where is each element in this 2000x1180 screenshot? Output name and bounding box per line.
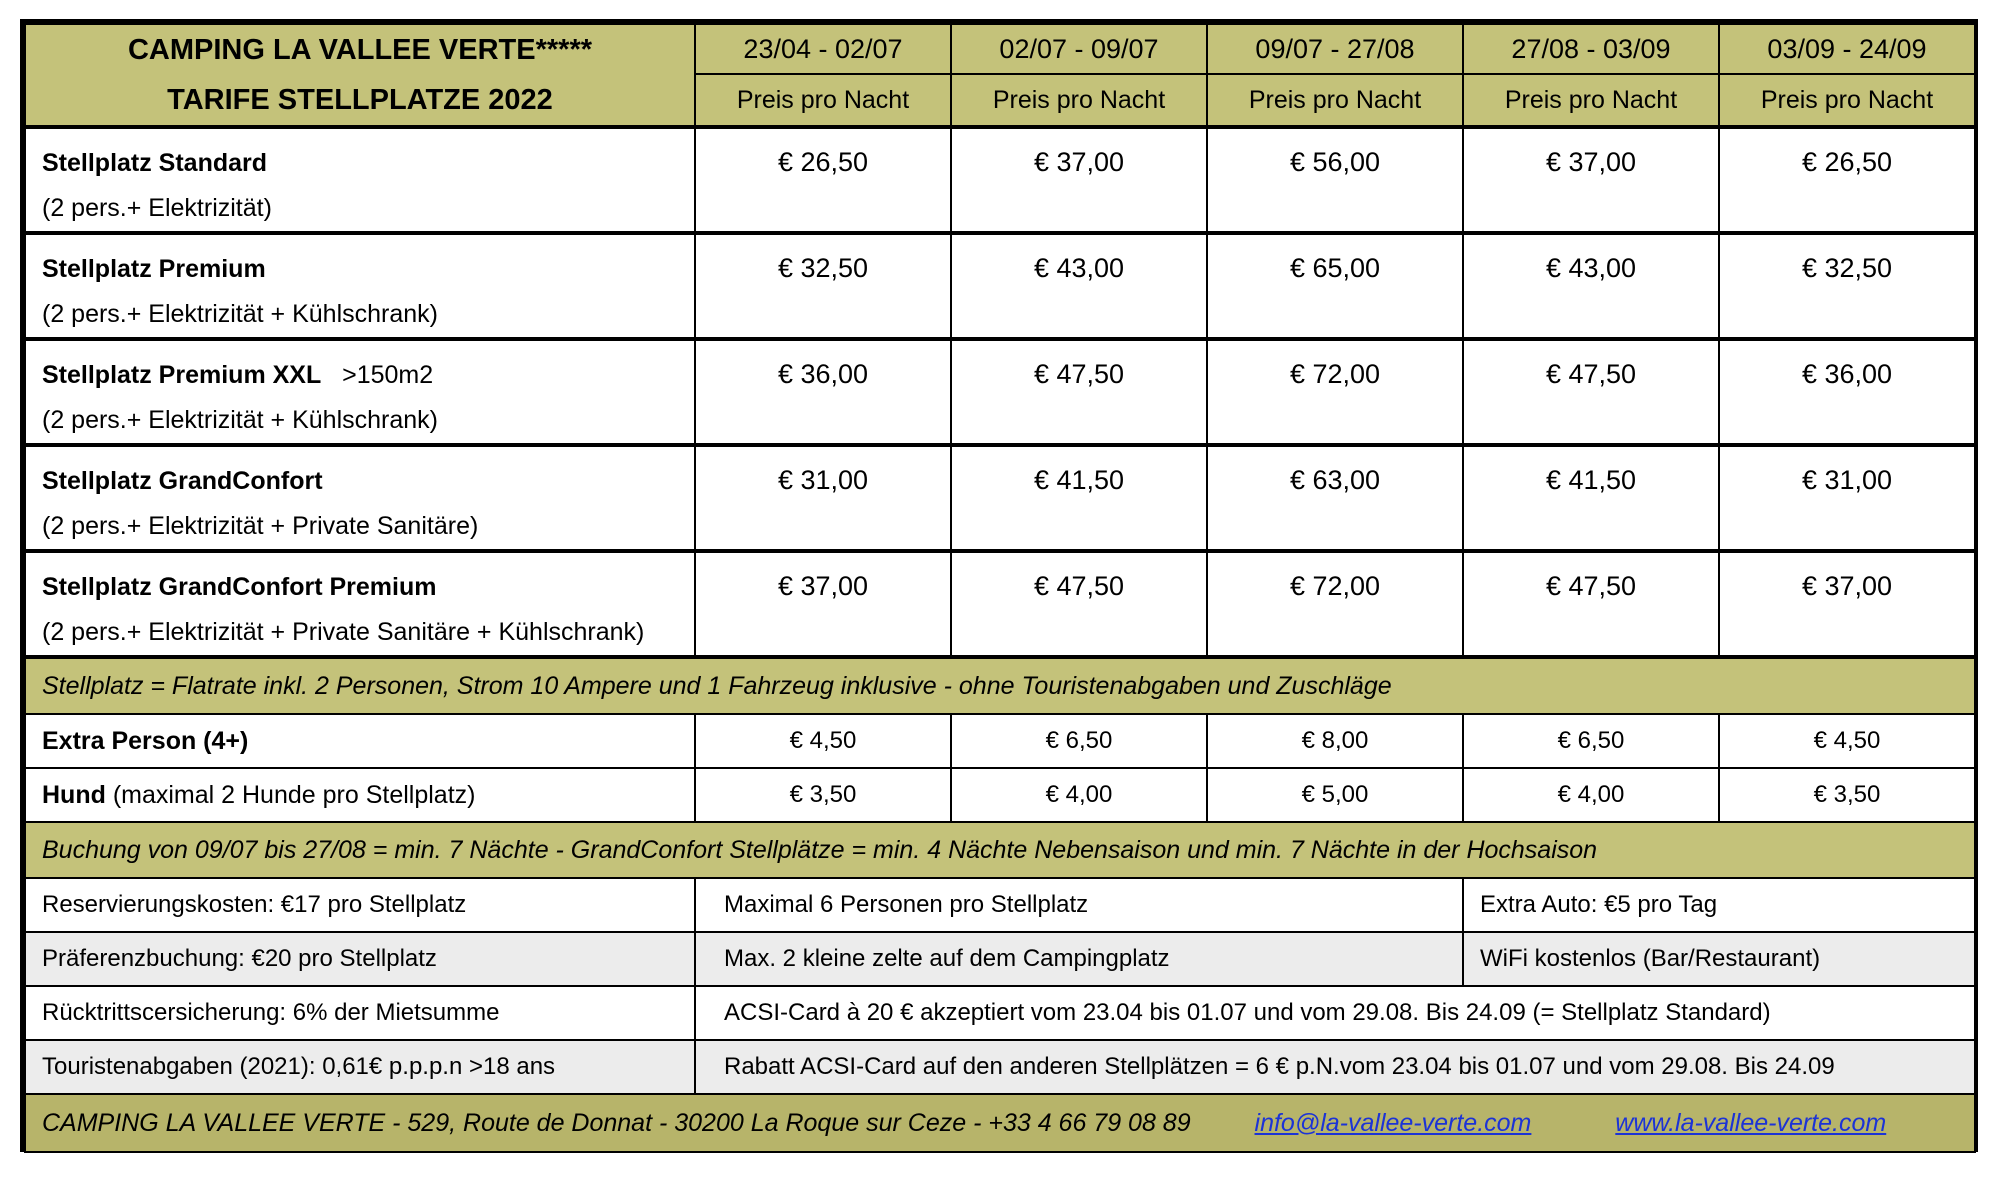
- info-cell: Rücktrittscersicherung: 6% der Mietsumme: [25, 986, 695, 1040]
- pitch-name: Stellplatz Standard: [42, 149, 268, 177]
- footer-row: [25, 1094, 1975, 1152]
- info-cell: WiFi kostenlos (Bar/Restaurant): [1463, 932, 1975, 986]
- price-cell: € 43,00: [1463, 233, 1719, 339]
- price-cell: € 72,00: [1207, 339, 1463, 445]
- price-cell: € 72,00: [1207, 551, 1463, 657]
- pitch-name: Stellplatz Premium XXL: [42, 361, 322, 389]
- pitch-desc: (2 pers.+ Elektrizität): [42, 194, 272, 222]
- pitch-row-premium-xxl: [25, 339, 1975, 445]
- extra-person-row: [25, 714, 1975, 768]
- pitch-row-standard: [25, 127, 1975, 233]
- info-row: [25, 932, 1975, 986]
- pitch-row-grandconfort: [25, 445, 1975, 551]
- table-title: CAMPING LA VALLEE VERTE*****: [127, 34, 593, 66]
- pitch-row-premium: [25, 233, 1975, 339]
- price-cell: € 36,00: [1719, 339, 1975, 445]
- info-row: [25, 878, 1975, 932]
- price-cell: € 47,50: [1463, 339, 1719, 445]
- price-cell: € 37,00: [1463, 127, 1719, 233]
- pitch-label: [25, 233, 695, 339]
- footer-cell: [25, 1094, 1975, 1152]
- extra-price: € 4,50: [1719, 714, 1975, 768]
- info-row: [25, 1040, 1975, 1094]
- price-cell: € 41,50: [1463, 445, 1719, 551]
- price-cell: € 26,50: [695, 127, 951, 233]
- price-cell: € 63,00: [1207, 445, 1463, 551]
- info-cell: Extra Auto: €5 pro Tag: [1463, 878, 1975, 932]
- website-link[interactable]: www.la-vallee-verte.com: [1615, 1108, 1887, 1137]
- info-cell: Touristenabgaben (2021): 0,61€ p.p.p.n >18 ans: [25, 1040, 695, 1094]
- info-cell: ACSI-Card à 20 € akzeptiert vom 23.04 bis 01.07 und vom 29.08. Bis 24.09 (= Stellplatz Standard): [695, 986, 1975, 1040]
- price-cell: € 36,00: [695, 339, 951, 445]
- price-cell: € 32,50: [1719, 233, 1975, 339]
- pitch-row-grandconfort-premium: [25, 551, 1975, 657]
- table-title-cell: [25, 24, 695, 127]
- pitch-name: Stellplatz Premium: [42, 255, 266, 283]
- info-cell: Maximal 6 Personen pro Stellplatz: [695, 878, 1463, 932]
- price-cell: € 43,00: [951, 233, 1207, 339]
- extra-price: € 8,00: [1207, 714, 1463, 768]
- extra-price: € 6,50: [1463, 714, 1719, 768]
- price-cell: € 31,00: [695, 445, 951, 551]
- price-cell: € 37,00: [1719, 551, 1975, 657]
- pitch-label: [25, 339, 695, 445]
- flatrate-note: Stellplatz = Flatrate inkl. 2 Personen, Strom 10 Ampere und 1 Fahrzeug inklusive - ohne Touristenabgaben und Zuschläge: [25, 657, 1975, 714]
- pitch-desc: (2 pers.+ Elektrizität + Kühlschrank): [42, 300, 438, 328]
- flatrate-note-row: [25, 657, 1975, 714]
- per-night-label: Preis pro Nacht: [1719, 74, 1975, 127]
- footer-address: CAMPING LA VALLEE VERTE - 529, Route de Donnat - 30200 La Roque sur Ceze - +33 4 66 79 08 89: [42, 1108, 1191, 1137]
- dog-row: [25, 768, 1975, 822]
- per-night-label: Preis pro Nacht: [951, 74, 1207, 127]
- extra-price: € 4,00: [1463, 768, 1719, 822]
- price-cell: € 37,00: [695, 551, 951, 657]
- period-header: 02/07 - 09/07: [951, 24, 1207, 74]
- booking-note-row: [25, 822, 1975, 878]
- extra-price: € 5,00: [1207, 768, 1463, 822]
- pitch-size: >150m2: [342, 361, 434, 389]
- price-cell: € 56,00: [1207, 127, 1463, 233]
- booking-note: Buchung von 09/07 bis 27/08 = min. 7 Nächte - GrandConfort Stellplätze = min. 4 Nächte Nebensaison und min. 7 Nächte in der Hochsaison: [25, 822, 1975, 878]
- extra-price: € 4,00: [951, 768, 1207, 822]
- price-cell: € 47,50: [951, 551, 1207, 657]
- period-header: 27/08 - 03/09: [1463, 24, 1719, 74]
- table-subtitle: TARIFE STELLPLATZE 2022: [167, 84, 553, 116]
- per-night-label: Preis pro Nacht: [695, 74, 951, 127]
- price-cell: € 26,50: [1719, 127, 1975, 233]
- pitch-desc: (2 pers.+ Elektrizität + Kühlschrank): [42, 406, 438, 434]
- per-night-label: Preis pro Nacht: [1463, 74, 1719, 127]
- price-table: [24, 23, 1976, 1153]
- price-cell: € 31,00: [1719, 445, 1975, 551]
- period-header: 09/07 - 27/08: [1207, 24, 1463, 74]
- extra-label-bold: Extra Person (4+): [42, 726, 249, 755]
- period-header: 03/09 - 24/09: [1719, 24, 1975, 74]
- price-cell: € 47,50: [951, 339, 1207, 445]
- price-table-frame: [20, 19, 1978, 1152]
- email-link[interactable]: info@la-vallee-verte.com: [1254, 1108, 1532, 1137]
- info-cell: Präferenzbuchung: €20 pro Stellplatz: [25, 932, 695, 986]
- pitch-desc: (2 pers.+ Elektrizität + Private Sanitäre): [42, 512, 479, 540]
- pitch-label: [25, 551, 695, 657]
- extra-price: € 4,50: [695, 714, 951, 768]
- extra-label: [25, 714, 695, 768]
- price-cell: € 32,50: [695, 233, 951, 339]
- per-night-label: Preis pro Nacht: [1207, 74, 1463, 127]
- extra-label-bold: Hund: [42, 780, 106, 809]
- price-cell: € 47,50: [1463, 551, 1719, 657]
- extra-price: € 3,50: [1719, 768, 1975, 822]
- pitch-name: Stellplatz GrandConfort Premium: [42, 573, 437, 601]
- pitch-label: [25, 127, 695, 233]
- info-cell: Reservierungskosten: €17 pro Stellplatz: [25, 878, 695, 932]
- info-cell: Max. 2 kleine zelte auf dem Campingplatz: [695, 932, 1463, 986]
- price-cell: € 65,00: [1207, 233, 1463, 339]
- extra-price: € 6,50: [951, 714, 1207, 768]
- price-cell: € 41,50: [951, 445, 1207, 551]
- info-cell: Rabatt ACSI-Card auf den anderen Stellplätzen = 6 € p.N.vom 23.04 bis 01.07 und vom 29.08. Bis 24.09: [695, 1040, 1975, 1094]
- extra-price: € 3,50: [695, 768, 951, 822]
- info-row: [25, 986, 1975, 1040]
- period-header: 23/04 - 02/07: [695, 24, 951, 74]
- extra-label: [25, 768, 695, 822]
- extra-label-rest: (maximal 2 Hunde pro Stellplatz): [105, 780, 476, 809]
- pitch-label: [25, 445, 695, 551]
- pitch-desc: (2 pers.+ Elektrizität + Private Sanitäre + Kühlschrank): [42, 618, 645, 646]
- pitch-name: Stellplatz GrandConfort: [42, 467, 323, 495]
- price-cell: € 37,00: [951, 127, 1207, 233]
